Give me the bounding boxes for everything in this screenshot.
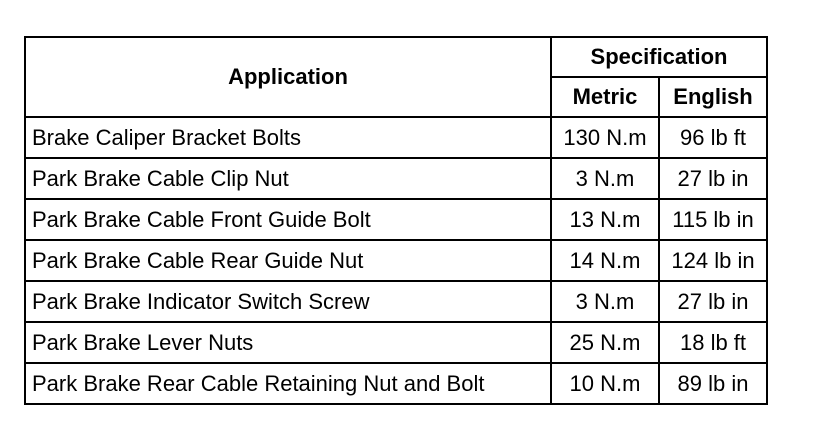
metric-cell: 130 N.m — [551, 117, 659, 158]
application-cell: Park Brake Cable Front Guide Bolt — [25, 199, 551, 240]
metric-cell: 14 N.m — [551, 240, 659, 281]
english-cell: 18 lb ft — [659, 322, 767, 363]
application-cell: Park Brake Cable Rear Guide Nut — [25, 240, 551, 281]
header-row-top — [25, 37, 767, 77]
application-cell: Park Brake Lever Nuts — [25, 322, 551, 363]
table-row — [25, 158, 767, 199]
application-cell: Park Brake Rear Cable Retaining Nut and Bolt — [25, 363, 551, 404]
application-cell: Park Brake Indicator Switch Screw — [25, 281, 551, 322]
metric-cell: 13 N.m — [551, 199, 659, 240]
table-row — [25, 322, 767, 363]
metric-cell: 3 N.m — [551, 281, 659, 322]
metric-cell: 3 N.m — [551, 158, 659, 199]
specification-table — [24, 36, 768, 405]
application-cell: Park Brake Cable Clip Nut — [25, 158, 551, 199]
english-cell: 115 lb in — [659, 199, 767, 240]
specification-header: Specification — [551, 37, 767, 77]
table-row — [25, 363, 767, 404]
english-cell: 96 lb ft — [659, 117, 767, 158]
metric-cell: 25 N.m — [551, 322, 659, 363]
english-header: English — [659, 77, 767, 117]
english-cell: 27 lb in — [659, 281, 767, 322]
application-cell: Brake Caliper Bracket Bolts — [25, 117, 551, 158]
metric-header: Metric — [551, 77, 659, 117]
application-header: Application — [25, 37, 551, 117]
table-row — [25, 240, 767, 281]
english-cell: 27 lb in — [659, 158, 767, 199]
table-row — [25, 281, 767, 322]
table-row — [25, 199, 767, 240]
english-cell: 124 lb in — [659, 240, 767, 281]
table-row — [25, 117, 767, 158]
metric-cell: 10 N.m — [551, 363, 659, 404]
english-cell: 89 lb in — [659, 363, 767, 404]
